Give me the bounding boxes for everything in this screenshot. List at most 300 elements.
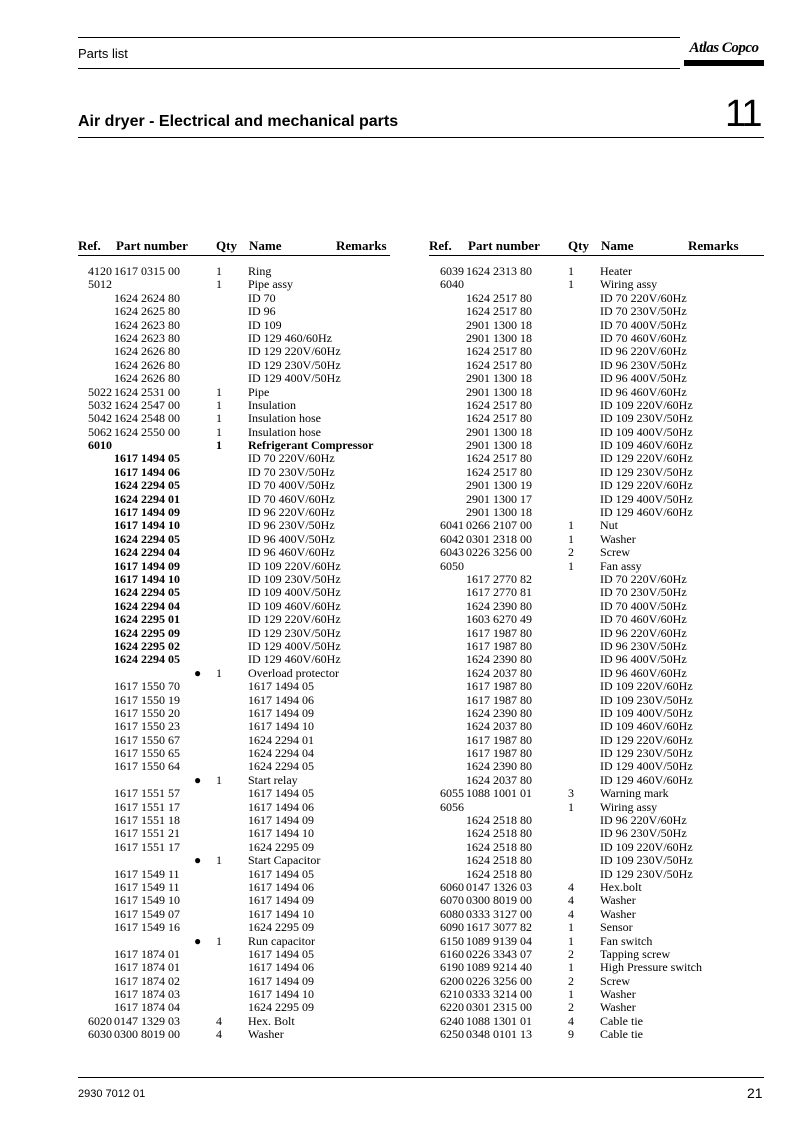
qty-cell: 1	[568, 987, 574, 1002]
table-row	[428, 894, 764, 907]
table-row	[76, 680, 396, 693]
logo-bar	[684, 60, 764, 66]
table-row	[76, 707, 396, 720]
table-row	[428, 774, 764, 787]
ref-cell: 6020	[88, 1013, 112, 1028]
part-number-cell: 1088 1301 01	[466, 1013, 532, 1028]
name-cell: ID 129 220V/60Hz	[248, 612, 341, 627]
table-row	[428, 640, 764, 653]
qty-cell: 4	[568, 906, 574, 921]
name-cell: Hex. Bolt	[248, 1013, 295, 1028]
ref-cell: 6080	[440, 906, 464, 921]
table-row	[76, 841, 396, 854]
qty-cell: 1	[568, 960, 574, 975]
name-cell: Wiring assy	[600, 799, 658, 814]
name-cell: ID 129 230V/50Hz	[248, 357, 341, 372]
part-number-cell: 1617 1551 17	[114, 839, 180, 854]
table-row	[76, 600, 396, 613]
right-parts-table	[428, 265, 764, 1042]
table-row	[76, 546, 396, 559]
qty-cell: 1	[568, 558, 574, 573]
part-number-cell: 1617 1494 06	[114, 464, 180, 479]
table-row	[76, 533, 396, 546]
table-row	[428, 560, 764, 573]
qty-cell: 1	[216, 411, 222, 426]
name-cell: ID 96 220V/60Hz	[600, 813, 687, 828]
table-row	[428, 1028, 764, 1041]
table-row	[76, 694, 396, 707]
table-row	[428, 694, 764, 707]
qty-cell: 2	[568, 1000, 574, 1015]
name-cell: ID 96 400V/50Hz	[600, 371, 687, 386]
section-number: 11	[725, 93, 761, 135]
table-row	[76, 586, 396, 599]
name-cell: ID 129 230V/50Hz	[600, 464, 693, 479]
table-row	[76, 774, 396, 787]
table-row	[76, 519, 396, 532]
name-cell: Tapping screw	[600, 946, 671, 961]
ref-cell: 6030	[88, 1027, 112, 1042]
name-cell: Pipe	[248, 384, 270, 399]
table-row	[428, 881, 764, 894]
name-cell: Pipe assy	[248, 277, 293, 292]
table-row	[428, 734, 764, 747]
part-number-cell: 1624 2518 80	[466, 826, 532, 841]
name-cell: Fan assy	[600, 558, 642, 573]
name-cell: 1617 1494 06	[248, 799, 314, 814]
table-row	[76, 332, 396, 345]
ref-cell: 5012	[88, 277, 112, 292]
part-number-cell: 1624 2295 09	[114, 625, 180, 640]
ref-cell: 6043	[440, 545, 464, 560]
part-number-cell: 1617 1987 80	[466, 638, 532, 653]
section-title: Air dryer - Electrical and mechanical parts	[78, 113, 399, 130]
ref-cell: 6090	[440, 920, 464, 935]
name-cell: Refrigerant Compressor	[248, 438, 374, 453]
ref-cell: 6220	[440, 1000, 464, 1015]
part-number-cell: 0226 3343 07	[466, 946, 532, 961]
qty-cell: 4	[568, 1013, 574, 1028]
part-number-cell: 1617 2770 81	[466, 585, 532, 600]
part-number-cell: 1089 9214 40	[466, 960, 532, 975]
table-row	[76, 1028, 396, 1041]
part-number-cell: 1624 2390 80	[466, 598, 532, 613]
table-row	[428, 292, 764, 305]
table-row	[428, 412, 764, 425]
table-row	[76, 787, 396, 800]
qty-cell: 1	[216, 665, 222, 680]
name-cell: 1624 2295 09	[248, 1000, 314, 1015]
table-row	[428, 452, 764, 465]
name-cell: Washer	[600, 906, 636, 921]
name-cell: Cable tie	[600, 1027, 643, 1042]
part-number-cell: 2901 1300 18	[466, 371, 532, 386]
part-number-cell: 0147 1329 03	[114, 1013, 180, 1028]
table-row	[428, 265, 764, 278]
table-row	[428, 493, 764, 506]
name-cell: 1617 1494 05	[248, 946, 314, 961]
table-row	[428, 573, 764, 586]
name-cell: 1624 2294 04	[248, 746, 314, 761]
part-number-cell: 1624 2518 80	[466, 813, 532, 828]
part-number-cell: 1617 1494 05	[114, 451, 180, 466]
ref-cell: 6160	[440, 946, 464, 961]
part-number-cell: 2901 1300 18	[466, 330, 532, 345]
name-cell: ID 129 400V/50Hz	[248, 638, 341, 653]
table-row	[76, 908, 396, 921]
name-cell: Fan switch	[600, 933, 653, 948]
name-cell: Insulation hose	[248, 411, 321, 426]
qty-cell: 4	[216, 1027, 222, 1042]
name-cell: ID 129 400V/50Hz	[600, 759, 693, 774]
document-number: 2930 7012 01	[78, 1088, 146, 1100]
part-number-cell: 1617 1549 11	[114, 879, 180, 894]
ref-cell: 6210	[440, 987, 464, 1002]
table-row	[428, 319, 764, 332]
name-cell: 1617 1494 10	[248, 719, 314, 734]
name-cell: ID 109 220V/60Hz	[600, 679, 693, 694]
name-cell: ID 129 460V/60Hz	[248, 652, 341, 667]
part-number-cell: 1617 1549 16	[114, 920, 180, 935]
table-row	[76, 894, 396, 907]
part-number-cell: 1624 2294 05	[114, 585, 180, 600]
table-row	[76, 345, 396, 358]
part-number-cell: 1624 2037 80	[466, 719, 532, 734]
name-cell: ID 129 460/60Hz	[248, 330, 332, 345]
name-cell: 1624 2295 09	[248, 839, 314, 854]
qty-cell: 1	[568, 277, 574, 292]
header-title: Parts list	[78, 46, 128, 61]
name-cell: 1617 1494 09	[248, 705, 314, 720]
table-row	[76, 801, 396, 814]
part-number-cell: 1624 2517 80	[466, 464, 532, 479]
name-cell: ID 109 460V/60Hz	[600, 438, 693, 453]
table-row	[76, 506, 396, 519]
ref-cell: 6056	[440, 799, 464, 814]
name-cell: ID 70 400V/50Hz	[600, 598, 687, 613]
bullet-marker: ●	[194, 853, 202, 868]
part-number-cell: 2901 1300 19	[466, 478, 532, 493]
part-number-cell: 1603 6270 49	[466, 612, 532, 627]
name-cell: ID 96 460V/60Hz	[600, 384, 687, 399]
part-number-cell: 0300 8019 00	[466, 893, 532, 908]
table-row	[428, 613, 764, 626]
table-row	[428, 653, 764, 666]
part-number-cell: 0333 3214 00	[466, 987, 532, 1002]
name-cell: 1617 1494 06	[248, 879, 314, 894]
qty-cell: 1	[216, 438, 222, 453]
ref-cell: 4120	[88, 264, 112, 278]
table-row	[428, 600, 764, 613]
qty-cell: 2	[568, 946, 574, 961]
name-cell: ID 70 400V/50Hz	[600, 317, 687, 332]
table-row	[428, 921, 764, 934]
right-heading-rule	[429, 255, 764, 256]
table-row	[76, 653, 396, 666]
heading-remarks: Remarks	[336, 238, 387, 253]
part-number-cell: 2901 1300 18	[466, 317, 532, 332]
table-row	[76, 988, 396, 1001]
table-row	[428, 627, 764, 640]
table-row	[76, 372, 396, 385]
table-row	[428, 506, 764, 519]
part-number-cell: 1624 2294 04	[114, 545, 180, 560]
qty-cell: 1	[568, 531, 574, 546]
part-number-cell: 1617 1551 21	[114, 826, 180, 841]
table-row	[428, 278, 764, 291]
part-number-cell: 2901 1300 18	[466, 438, 532, 453]
heading-ref: Ref.	[429, 238, 452, 253]
name-cell: 1624 2295 09	[248, 920, 314, 935]
table-row	[76, 1015, 396, 1028]
part-number-cell: 1624 2518 80	[466, 866, 532, 881]
table-row	[428, 359, 764, 372]
name-cell: ID 109 230V/50Hz	[600, 411, 693, 426]
table-row	[76, 386, 396, 399]
part-number-cell: 1617 1551 18	[114, 813, 180, 828]
name-cell: ID 109 400V/50Hz	[600, 424, 693, 439]
part-number-cell: 1088 1001 01	[466, 786, 532, 801]
part-number-cell: 2901 1300 18	[466, 505, 532, 520]
name-cell: ID 109 230V/50Hz	[600, 853, 693, 868]
left-heading-rule	[78, 255, 390, 256]
table-row	[428, 519, 764, 532]
part-number-cell: 1624 2626 80	[114, 357, 180, 372]
part-number-cell: 1624 2390 80	[466, 705, 532, 720]
name-cell: Warning mark	[600, 786, 669, 801]
part-number-cell: 0266 2107 00	[466, 518, 532, 533]
table-row	[76, 627, 396, 640]
name-cell: ID 70 230V/50Hz	[600, 585, 687, 600]
qty-cell: 4	[216, 1013, 222, 1028]
table-row	[76, 319, 396, 332]
part-number-cell: 1624 2623 80	[114, 317, 180, 332]
name-cell: Nut	[600, 518, 618, 533]
name-cell: ID 129 220V/60Hz	[600, 451, 693, 466]
table-row	[76, 265, 396, 278]
part-number-cell: 1617 1549 10	[114, 893, 180, 908]
table-row	[76, 881, 396, 894]
table-row	[76, 493, 396, 506]
name-cell: ID 109	[248, 317, 282, 332]
name-cell: 1617 1494 09	[248, 813, 314, 828]
name-cell: Washer	[248, 1027, 284, 1042]
part-number-cell: 1617 3077 82	[466, 920, 532, 935]
heading-qty: Qty	[216, 238, 237, 253]
table-row	[428, 827, 764, 840]
table-row	[76, 961, 396, 974]
name-cell: ID 96 400V/50Hz	[600, 652, 687, 667]
part-number-cell: 1617 1550 23	[114, 719, 180, 734]
table-row	[428, 426, 764, 439]
part-number-cell: 0226 3256 00	[466, 973, 532, 988]
table-row	[76, 466, 396, 479]
part-number-cell: 0348 0101 13	[466, 1027, 532, 1042]
qty-cell: 1	[216, 853, 222, 868]
table-row	[428, 332, 764, 345]
part-number-cell: 2901 1300 18	[466, 384, 532, 399]
name-cell: ID 129 230V/50Hz	[600, 746, 693, 761]
table-row	[428, 1015, 764, 1028]
table-row	[76, 305, 396, 318]
qty-cell: 1	[216, 424, 222, 439]
name-cell: ID 96 230V/50Hz	[600, 357, 687, 372]
name-cell: Run capacitor	[248, 933, 315, 948]
left-parts-table	[76, 265, 396, 1042]
name-cell: ID 70 230V/50Hz	[600, 304, 687, 319]
heading-ref: Ref.	[78, 238, 101, 253]
heading-part-number: Part number	[116, 238, 188, 253]
qty-cell: 4	[568, 893, 574, 908]
name-cell: ID 109 460V/60Hz	[248, 598, 341, 613]
part-number-cell: 1617 1494 10	[114, 518, 180, 533]
qty-cell: 9	[568, 1027, 574, 1042]
qty-cell: 3	[568, 786, 574, 801]
name-cell: 1617 1494 09	[248, 893, 314, 908]
name-cell: ID 70	[248, 290, 276, 305]
name-cell: Washer	[600, 1000, 636, 1015]
ref-cell: 6240	[440, 1013, 464, 1028]
name-cell: Start Capacitor	[248, 853, 321, 868]
part-number-cell: 1617 1549 07	[114, 906, 180, 921]
heading-part-number: Part number	[468, 238, 540, 253]
table-row	[428, 801, 764, 814]
qty-cell: 1	[568, 920, 574, 935]
part-number-cell: 1624 2626 80	[114, 344, 180, 359]
ref-cell: 6200	[440, 973, 464, 988]
name-cell: ID 96 460V/60Hz	[248, 545, 335, 560]
part-number-cell: 1617 1874 03	[114, 987, 180, 1002]
table-row	[428, 841, 764, 854]
table-row	[428, 961, 764, 974]
name-cell: ID 96 220V/60Hz	[248, 505, 335, 520]
table-row	[428, 988, 764, 1001]
part-number-cell: 1617 1874 04	[114, 1000, 180, 1015]
part-number-cell: 1617 1874 02	[114, 973, 180, 988]
name-cell: Wiring assy	[600, 277, 658, 292]
part-number-cell: 0300 8019 00	[114, 1027, 180, 1042]
part-number-cell: 1624 2517 80	[466, 451, 532, 466]
name-cell: ID 70 230V/50Hz	[248, 464, 335, 479]
name-cell: Start relay	[248, 772, 298, 787]
name-cell: Washer	[600, 893, 636, 908]
part-number-cell: 1617 1550 19	[114, 692, 180, 707]
part-number-cell: 1617 1987 80	[466, 732, 532, 747]
name-cell: High Pressure switch	[600, 960, 702, 975]
name-cell: ID 109 220V/60Hz	[600, 839, 693, 854]
name-cell: ID 109 460V/60Hz	[600, 719, 693, 734]
name-cell: ID 96 230V/50Hz	[600, 826, 687, 841]
part-number-cell: 1624 2295 02	[114, 638, 180, 653]
table-row	[428, 935, 764, 948]
name-cell: Heater	[600, 264, 632, 278]
name-cell: 1617 1494 05	[248, 679, 314, 694]
table-row	[428, 479, 764, 492]
part-number-cell: 0226 3256 00	[466, 545, 532, 560]
table-row	[76, 868, 396, 881]
table-row	[428, 386, 764, 399]
ref-cell: 6070	[440, 893, 464, 908]
qty-cell: 2	[568, 973, 574, 988]
part-number-cell: 1617 1550 70	[114, 679, 180, 694]
name-cell: ID 129 400V/50Hz	[600, 491, 693, 506]
qty-cell: 1	[568, 933, 574, 948]
table-row	[76, 640, 396, 653]
table-row	[76, 854, 396, 867]
qty-cell: 1	[216, 264, 222, 278]
name-cell: ID 109 400V/50Hz	[600, 705, 693, 720]
bullet-marker: ●	[194, 665, 202, 680]
part-number-cell: 1617 1551 17	[114, 799, 180, 814]
part-number-cell: 1624 2550 00	[114, 424, 180, 439]
name-cell: Ring	[248, 264, 272, 278]
table-row	[76, 720, 396, 733]
table-row	[428, 854, 764, 867]
qty-cell: 1	[216, 384, 222, 399]
table-row	[428, 814, 764, 827]
part-number-cell: 1617 1494 10	[114, 571, 180, 586]
qty-cell: 1	[568, 264, 574, 278]
name-cell: ID 109 400V/50Hz	[248, 585, 341, 600]
part-number-cell: 0333 3127 00	[466, 906, 532, 921]
header-bottom-rule	[78, 68, 680, 69]
table-row	[428, 908, 764, 921]
part-number-cell: 1617 1494 09	[114, 505, 180, 520]
part-number-cell: 1617 1987 80	[466, 692, 532, 707]
page-number: 21	[747, 1085, 763, 1101]
table-row	[76, 479, 396, 492]
part-number-cell: 1624 2313 80	[466, 264, 532, 278]
name-cell: 1617 1494 10	[248, 906, 314, 921]
bullet-marker: ●	[194, 933, 202, 948]
table-row	[76, 734, 396, 747]
name-cell: ID 70 220V/60Hz	[600, 571, 687, 586]
name-cell: 1617 1494 06	[248, 960, 314, 975]
table-row	[428, 533, 764, 546]
table-row	[428, 667, 764, 680]
part-number-cell: 1624 2037 80	[466, 665, 532, 680]
name-cell: ID 129 230V/50Hz	[248, 625, 341, 640]
table-row	[76, 359, 396, 372]
name-cell: ID 70 220V/60Hz	[600, 290, 687, 305]
qty-cell: 1	[216, 397, 222, 412]
name-cell: ID 129 230V/50Hz	[600, 866, 693, 881]
table-row	[428, 546, 764, 559]
table-row	[428, 680, 764, 693]
name-cell: ID 129 220V/60Hz	[600, 732, 693, 747]
part-number-cell: 1617 1494 09	[114, 558, 180, 573]
part-number-cell: 1624 2625 80	[114, 304, 180, 319]
part-number-cell: 1617 1550 67	[114, 732, 180, 747]
name-cell: ID 70 460V/60Hz	[600, 612, 687, 627]
name-cell: ID 129 460V/60Hz	[600, 772, 693, 787]
table-row	[76, 573, 396, 586]
table-row	[428, 787, 764, 800]
ref-cell: 6050	[440, 558, 464, 573]
name-cell: ID 96 460V/60Hz	[600, 665, 687, 680]
name-cell: Screw	[600, 545, 630, 560]
name-cell: ID 96	[248, 304, 276, 319]
heading-qty: Qty	[568, 238, 589, 253]
part-number-cell: 1617 1987 80	[466, 746, 532, 761]
part-number-cell: 1617 1551 57	[114, 786, 180, 801]
table-row	[428, 466, 764, 479]
table-row	[428, 868, 764, 881]
part-number-cell: 1617 1550 64	[114, 759, 180, 774]
name-cell: 1617 1494 05	[248, 786, 314, 801]
part-number-cell: 1624 2517 80	[466, 397, 532, 412]
part-number-cell: 1624 2626 80	[114, 371, 180, 386]
